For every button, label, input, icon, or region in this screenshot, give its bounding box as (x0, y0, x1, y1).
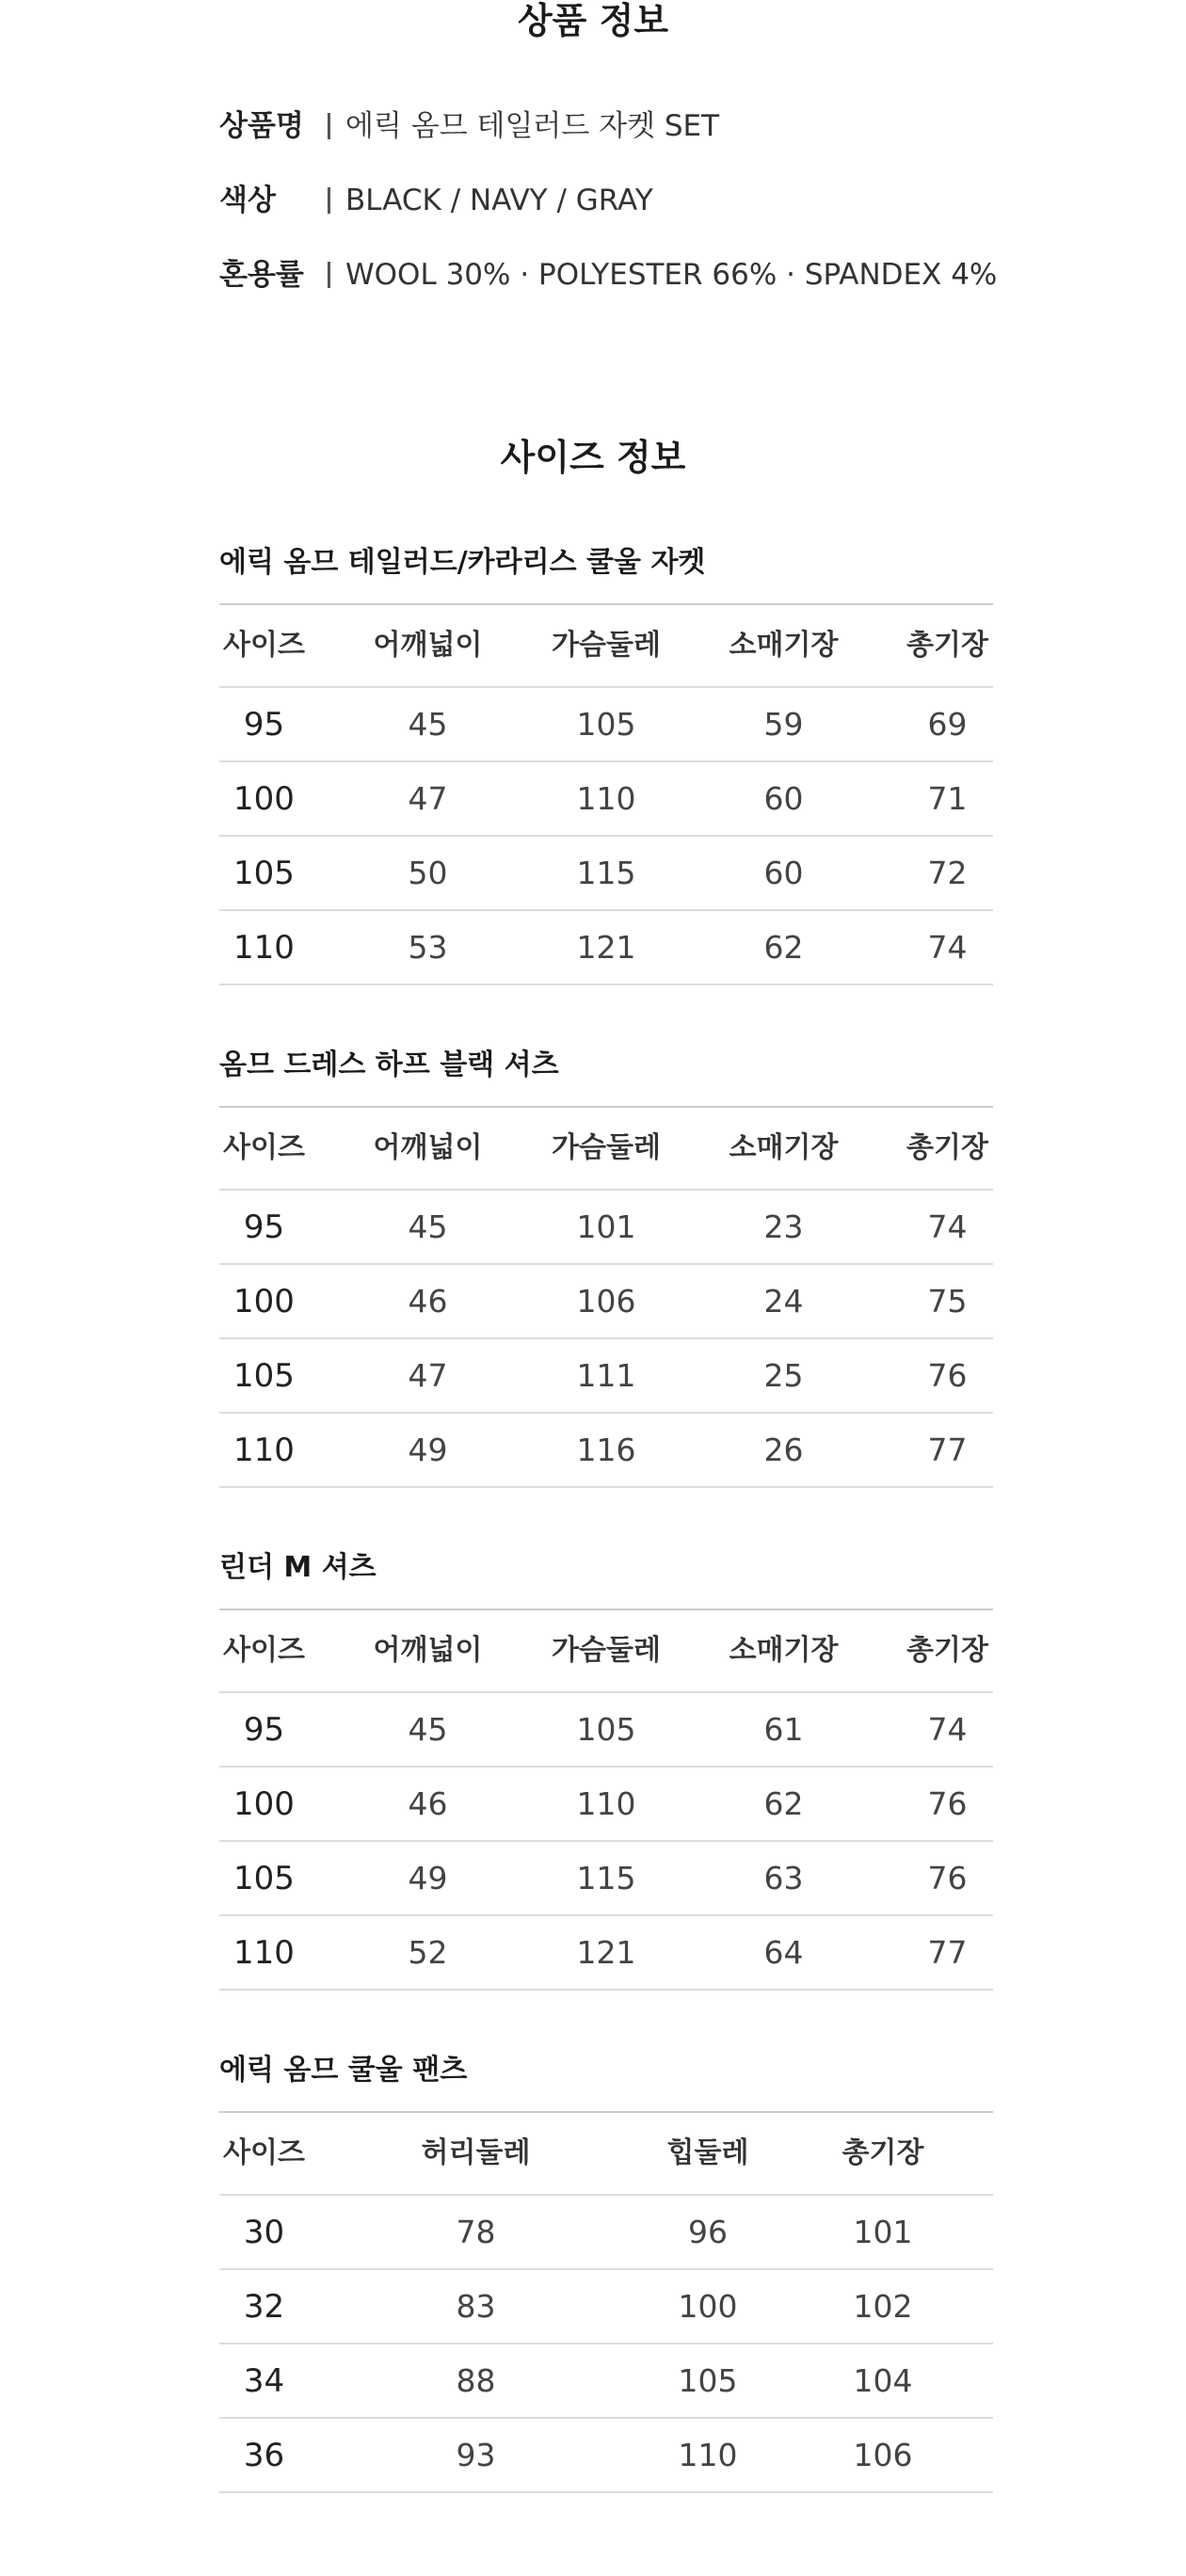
table-cell: 62 (763, 1785, 804, 1822)
size-table-linder-shirt (219, 1551, 993, 1991)
header-cell: 총기장 (906, 1634, 988, 1667)
table-row (219, 1339, 993, 1414)
table-cell: 106 (576, 1283, 636, 1320)
header-cell: 총기장 (906, 1131, 988, 1164)
table-cell: 115 (576, 855, 636, 891)
table-cell: 36 (243, 2436, 285, 2474)
table-cell: 110 (233, 1431, 295, 1469)
table-cell: 111 (576, 1357, 636, 1394)
table-cell: 24 (763, 1283, 804, 1320)
table-cell: 46 (408, 1785, 448, 1822)
table-cell: 93 (456, 2437, 496, 2473)
info-row-name (219, 105, 719, 147)
table-cell: 77 (927, 1432, 968, 1468)
table-cell: 96 (688, 2214, 728, 2250)
table-cell: 110 (233, 928, 295, 967)
table-cell: 45 (408, 706, 448, 743)
table-row (219, 2344, 993, 2419)
table-cell: 105 (233, 1859, 295, 1897)
table-cell: 71 (927, 780, 968, 817)
size-table (219, 1608, 993, 1991)
table-cell: 100 (233, 1784, 295, 1823)
info-row-material (219, 254, 997, 296)
table-title: 옴므 드레스 하프 블랙 셔츠 (219, 1048, 559, 1081)
info-value: WOOL 30% · POLYESTER 66% · SPANDEX 4% (345, 257, 998, 292)
info-separator (328, 113, 330, 139)
table-cell: 45 (408, 1711, 448, 1748)
table-row (219, 1842, 993, 1916)
header-cell: 사이즈 (223, 2136, 305, 2169)
info-label: 혼용률 (219, 257, 304, 292)
size-table-jacket (219, 546, 993, 985)
header-cell: 사이즈 (223, 629, 305, 662)
header-cell: 총기장 (906, 629, 988, 662)
table-cell: 115 (576, 1860, 636, 1896)
table-cell: 106 (853, 2437, 913, 2473)
table-cell: 60 (763, 855, 804, 891)
table-header-row (219, 605, 993, 688)
header-cell: 소매기장 (729, 1634, 839, 1667)
table-cell: 110 (678, 2437, 738, 2473)
table-cell: 104 (853, 2362, 913, 2399)
header-cell: 소매기장 (729, 629, 839, 662)
table-cell: 95 (243, 705, 285, 744)
table-row (219, 1265, 993, 1339)
table-row (219, 2196, 993, 2270)
table-cell: 26 (763, 1432, 804, 1468)
table-cell: 74 (927, 1711, 968, 1748)
info-row-color (219, 180, 653, 221)
table-cell: 116 (576, 1432, 636, 1468)
table-row (219, 837, 993, 911)
table-cell: 100 (233, 1282, 295, 1320)
table-row (219, 1768, 993, 1842)
product-info-title: 상품 정보 (517, 0, 669, 41)
table-cell: 101 (853, 2214, 913, 2250)
table-cell: 49 (408, 1860, 448, 1896)
table-cell: 102 (853, 2288, 913, 2325)
table-cell: 23 (763, 1208, 804, 1245)
table-cell: 76 (927, 1785, 968, 1822)
size-table-pants (219, 2056, 993, 2493)
header-cell: 허리둘레 (421, 2136, 531, 2169)
table-cell: 110 (576, 1785, 636, 1822)
header-cell: 힙둘레 (666, 2136, 749, 2169)
table-cell: 49 (408, 1432, 448, 1468)
header-cell: 총기장 (841, 2136, 924, 2169)
info-separator (328, 262, 330, 288)
table-title: 에릭 옴므 테일러드/카라리스 쿨울 자켓 (219, 546, 706, 579)
table-cell: 77 (927, 1934, 968, 1971)
table-title: 린더 M 셔츠 (219, 1551, 377, 1584)
table-cell: 30 (243, 2213, 285, 2251)
table-cell: 52 (408, 1934, 448, 1971)
size-table (219, 1106, 993, 1488)
size-table-dress-shirt (219, 1048, 993, 1488)
info-value: BLACK / NAVY / GRAY (345, 183, 653, 217)
table-cell: 25 (763, 1357, 804, 1394)
header-cell: 어깨넓이 (373, 1131, 483, 1164)
table-row (219, 2419, 993, 2493)
table-cell: 69 (927, 706, 968, 743)
table-row (219, 1414, 993, 1488)
table-row (219, 2270, 993, 2344)
table-cell: 59 (763, 706, 804, 743)
table-row (219, 688, 993, 762)
table-cell: 110 (576, 780, 636, 817)
table-cell: 100 (678, 2288, 738, 2325)
header-cell: 가슴둘레 (552, 1634, 661, 1667)
table-title: 에릭 옴므 쿨울 팬츠 (219, 2054, 468, 2087)
header-cell: 사이즈 (223, 1131, 305, 1164)
table-cell: 75 (927, 1283, 968, 1320)
table-cell: 78 (456, 2214, 496, 2250)
table-cell: 101 (576, 1208, 636, 1245)
header-cell: 어깨넓이 (373, 1634, 483, 1667)
header-cell: 사이즈 (223, 1634, 305, 1667)
table-cell: 50 (408, 855, 448, 891)
table-cell: 76 (927, 1357, 968, 1394)
table-cell: 105 (233, 854, 295, 892)
table-header-row (219, 2113, 993, 2196)
table-cell: 53 (408, 929, 448, 966)
table-header-row (219, 1610, 993, 1693)
table-cell: 121 (576, 929, 636, 966)
table-cell: 121 (576, 1934, 636, 1971)
size-info-title: 사이즈 정보 (500, 437, 686, 478)
size-table (219, 2111, 993, 2493)
size-table (219, 603, 993, 985)
table-cell: 105 (576, 1711, 636, 1748)
table-cell: 72 (927, 855, 968, 891)
header-cell: 가슴둘레 (552, 1131, 661, 1164)
info-value: 에릭 옴므 테일러드 자켓 SET (345, 108, 720, 143)
info-label: 상품명 (219, 108, 304, 143)
table-cell: 105 (233, 1356, 295, 1395)
table-cell: 63 (763, 1860, 804, 1896)
table-cell: 34 (243, 2361, 285, 2400)
table-cell: 100 (233, 779, 295, 818)
table-cell: 105 (576, 706, 636, 743)
header-cell: 어깨넓이 (373, 629, 483, 662)
table-cell: 83 (456, 2288, 496, 2325)
table-cell: 64 (763, 1934, 804, 1971)
header-cell: 소매기장 (729, 1131, 839, 1164)
table-cell: 62 (763, 929, 804, 966)
table-cell: 76 (927, 1860, 968, 1896)
table-cell: 32 (243, 2287, 285, 2326)
table-cell: 95 (243, 1208, 285, 1246)
table-row (219, 911, 993, 985)
table-row (219, 1916, 993, 1991)
table-row (219, 1191, 993, 1265)
table-cell: 105 (678, 2362, 738, 2399)
header-cell: 가슴둘레 (552, 629, 661, 662)
table-header-row (219, 1108, 993, 1191)
table-cell: 74 (927, 929, 968, 966)
table-cell: 47 (408, 780, 448, 817)
info-separator (328, 187, 330, 214)
table-row (219, 762, 993, 837)
table-cell: 47 (408, 1357, 448, 1394)
table-cell: 60 (763, 780, 804, 817)
table-row (219, 1693, 993, 1768)
table-cell: 61 (763, 1711, 804, 1748)
table-cell: 110 (233, 1933, 295, 1972)
table-cell: 45 (408, 1208, 448, 1245)
table-cell: 46 (408, 1283, 448, 1320)
table-cell: 74 (927, 1208, 968, 1245)
table-cell: 88 (456, 2362, 496, 2399)
table-cell: 95 (243, 1710, 285, 1749)
info-label: 색상 (219, 183, 276, 217)
